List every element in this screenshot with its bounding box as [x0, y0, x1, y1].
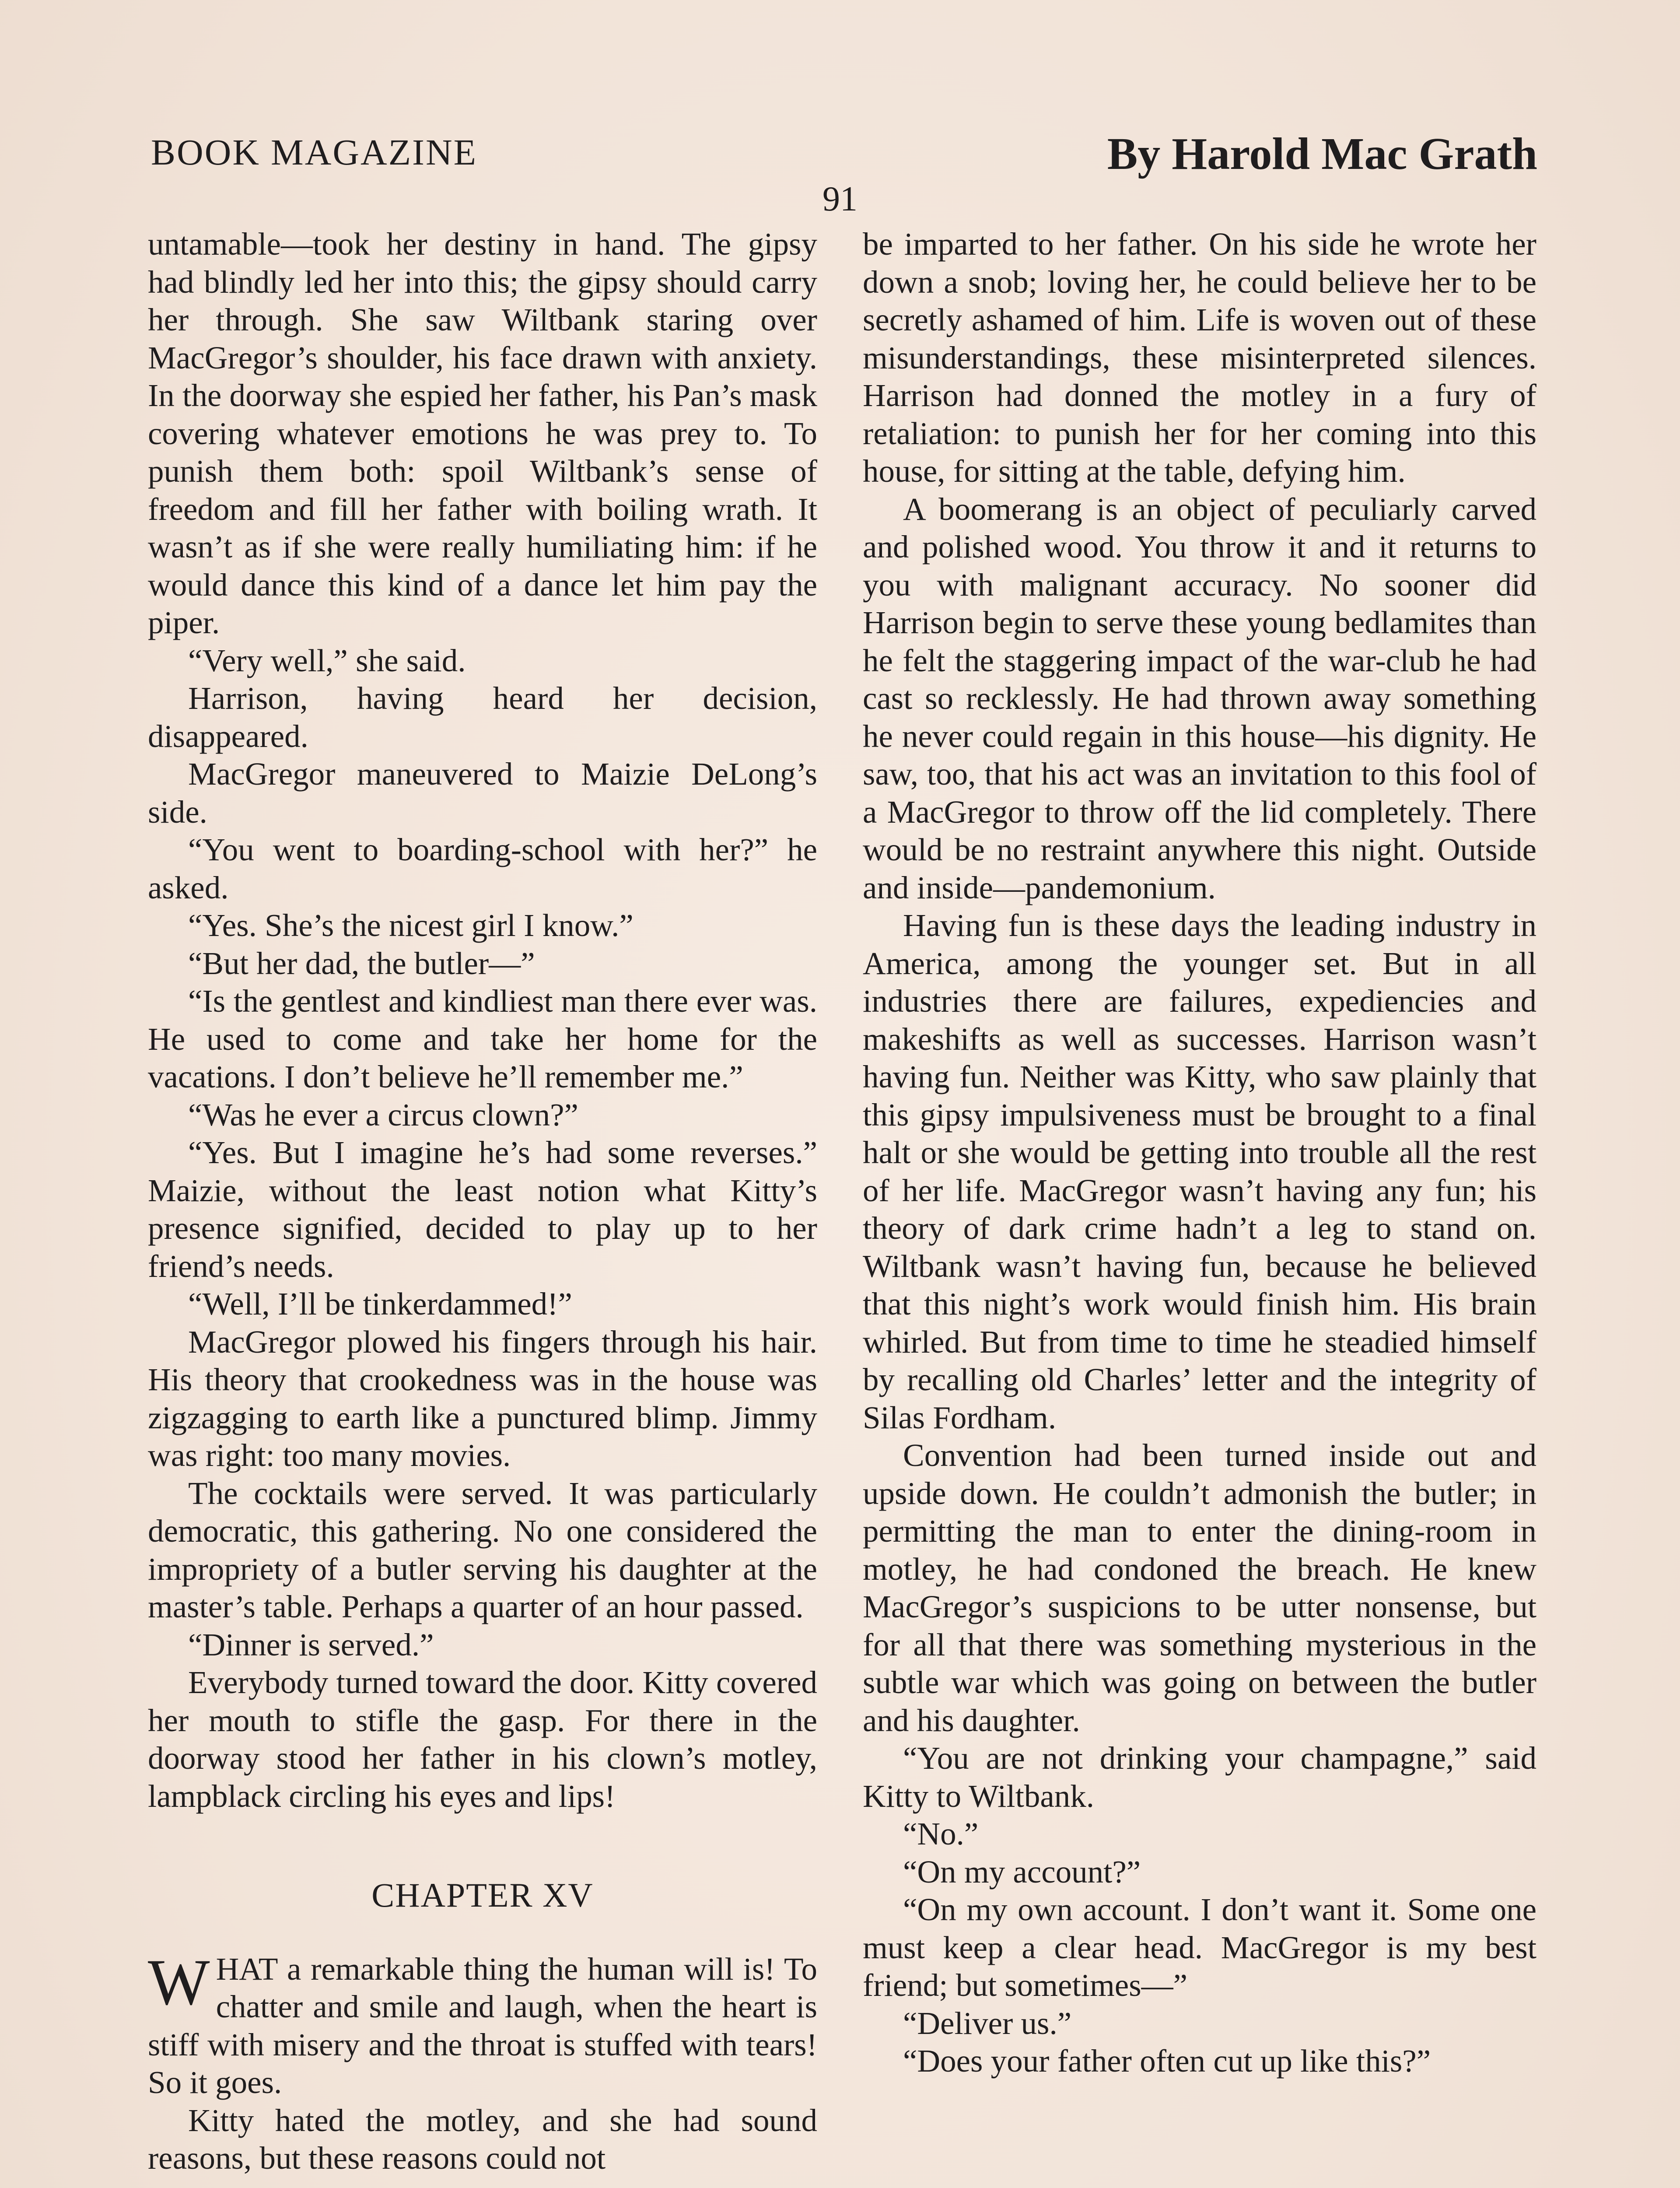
paragraph: “But her dad, the butler—”	[188, 945, 535, 981]
page-number: 91	[822, 180, 858, 218]
paragraph: “No.”	[903, 1816, 979, 1851]
paragraph: “On my account?”	[903, 1854, 1141, 1890]
chapter-opening-paragraph	[148, 1946, 817, 2102]
chapter-opening-text: HAT a remarkable thing the human will is! To chatter and smile and laugh, when the heart is stiff with misery and the throat is stuffed with tears! So it goes.	[148, 1951, 817, 2100]
paragraph: “You are not drinking your champagne,” said Kitty to Wiltbank.	[863, 1740, 1536, 1814]
paragraph: Harrison, having heard her decision, disappeared.	[148, 680, 817, 754]
paragraph: “Was he ever a circus clown?”	[188, 1097, 578, 1133]
paragraph: “Yes. She’s the nicest girl I know.”	[188, 908, 634, 943]
paragraph: untamable—took her destiny in hand. The gipsy had blindly led her into this; the gipsy should carry her through. She saw Wiltbank staring over MacGregor’s shoulder, his face drawn with anxiety. In the doorway she espied her father, his Pan’s mask covering whatever emotions he was prey to. To punish them both: spoil Wiltbank’s sense of freedom and fill her father with boiling wrath. It wasn’t as if she were really humiliating him: if he would dance this kind of a dance let him pay the piper.	[148, 226, 817, 640]
paragraph: be imparted to her father. On his side he wrote her down a snob; loving her, he could believe her to be secretly ashamed of him. Life is woven out of these misunderstandings, these misinterpreted silences. Harrison had donned the motley in a fury of retaliation: to punish her for her coming into this house, for sitting at the table, defying him.	[863, 226, 1536, 489]
paragraph: “On my own account. I don’t want it. Some one must keep a clear head. MacGregor is my best friend; but sometimes—”	[863, 1892, 1536, 2003]
paragraph: “Yes. But I imagine he’s had some reverses.” Maizie, without the least notion what Kitty’s presence signified, decided to play up to her friend’s needs.	[148, 1135, 817, 1284]
paragraph: Convention had been turned inside out and upside down. He couldn’t admonish the butler; in permitting the man to enter the dining-room in motley, he had condoned the breach. He knew MacGregor’s suspicions to be utter nonsense, but for all that there was something mysterious in the subtle war which was going on between the butler and his daughter.	[863, 1438, 1536, 1738]
left-column	[148, 225, 817, 2177]
paragraph: “Is the gentlest and kindliest man there ever was. He used to come and take her home for the vacations. I don’t believe he’ll remember me.”	[148, 983, 817, 1094]
magazine-title: BOOK MAGAZINE	[151, 132, 477, 173]
paragraph: The cocktails were served. It was particularly democratic, this gathering. No one considered the impropriety of a butler serving his daughter at the master’s table. Perhaps a quarter of an hour passed.	[148, 1475, 817, 1624]
paragraph: MacGregor plowed his fingers through his hair. His theory that crookedness was in the house was zigzagging to earth like a punctured blimp. Jimmy was right: too many movies.	[148, 1324, 817, 1473]
paragraph: “Does your father often cut up like this?”	[903, 2043, 1431, 2079]
drop-cap: W	[148, 1946, 210, 2019]
paragraph: “Deliver us.”	[903, 2005, 1072, 2041]
paragraph: “You went to boarding-school with her?” he asked.	[148, 832, 817, 905]
paragraph: Everybody turned toward the door. Kitty covered her mouth to stifle the gasp. For there in the doorway stood her father in his clown’s motley, lampblack circling his eyes and lips!	[148, 1665, 817, 1814]
paragraph: “Dinner is served.”	[188, 1627, 434, 1662]
paragraph: MacGregor maneuvered to Maizie DeLong’s side.	[148, 756, 817, 830]
paragraph: “Very well,” she said.	[188, 642, 466, 678]
chapter-heading: CHAPTER XV	[371, 1876, 594, 1914]
paragraph: A boomerang is an object of peculiarly carved and polished wood. You throw it and it returns to you with malignant accuracy. No sooner did Harrison begin to serve these young bedlamites than he felt the staggering impact of the war-club he had cast so recklessly. He had thrown away something he never could regain in this house—his dignity. He saw, too, that his act was an invitation to this fool of a MacGregor to throw off the lid completely. There would be no restraint anywhere this night. Outside and inside—pandemonium.	[863, 491, 1536, 905]
right-column	[863, 225, 1536, 2080]
author-byline: By Harold Mac Grath	[1107, 129, 1537, 179]
paragraph: “Well, I’ll be tinkerdammed!”	[188, 1286, 572, 1322]
paragraph: Having fun is these days the leading industry in America, among the younger set. But in all industries there are failures, expediencies and makeshifts as well as successes. Harrison wasn’t having fun. Neither was Kitty, who saw plainly that this gipsy impulsiveness must be brought to a final halt or she would be getting into trouble all the rest of her life. MacGregor wasn’t having any fun; his theory of dark crime hadn’t a leg to stand on. Wiltbank wasn’t having fun, because he believed that this night’s work would finish him. His brain whirled. But from time to time he steadied himself by recalling old Charles’ letter and the integrity of Silas Fordham.	[863, 908, 1536, 1435]
paragraph: Kitty hated the motley, and she had sound reasons, but these reasons could not	[148, 2102, 817, 2176]
